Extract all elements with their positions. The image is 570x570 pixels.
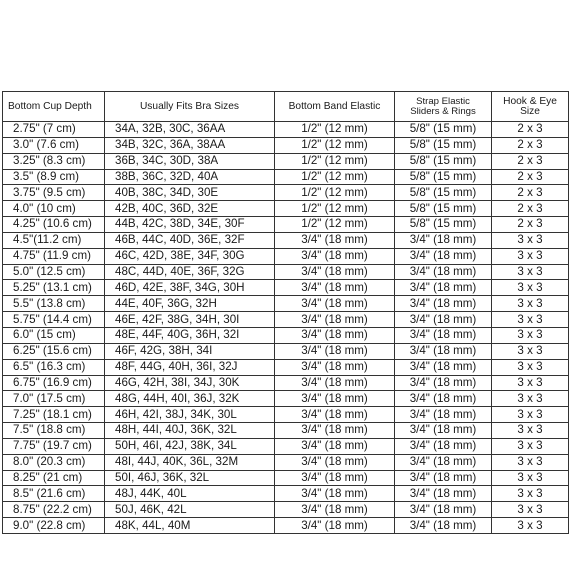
- cell-band-elastic: 3/4" (18 mm): [275, 438, 395, 454]
- header-row: [3, 92, 569, 122]
- table-row: [3, 169, 569, 185]
- cell-cup-depth: 8.25" (21 cm): [3, 470, 105, 486]
- cell-cup-depth: 6.0" (15 cm): [3, 327, 105, 343]
- table-row: [3, 327, 569, 343]
- cell-fits-sizes: 44B, 42C, 38D, 34E, 30F: [105, 217, 275, 233]
- cell-hook-eye: 3 x 3: [492, 438, 569, 454]
- table-row: [3, 312, 569, 328]
- cell-fits-sizes: 48H, 44I, 40J, 36K, 32L: [105, 423, 275, 439]
- cell-cup-depth: 4.5"(11.2 cm): [3, 232, 105, 248]
- cell-cup-depth: 8.0" (20.3 cm): [3, 454, 105, 470]
- table-body: [3, 122, 569, 534]
- table-row: [3, 518, 569, 534]
- table-row: [3, 423, 569, 439]
- cell-fits-sizes: 48F, 44G, 40H, 36I, 32J: [105, 359, 275, 375]
- cell-fits-sizes: 44E, 40F, 36G, 32H: [105, 296, 275, 312]
- table-row: [3, 470, 569, 486]
- cell-strap-elastic: 5/8" (15 mm): [395, 122, 492, 138]
- cell-strap-elastic: 3/4" (18 mm): [395, 375, 492, 391]
- cell-hook-eye: 3 x 3: [492, 518, 569, 534]
- table-row: [3, 232, 569, 248]
- cell-band-elastic: 1/2" (12 mm): [275, 169, 395, 185]
- cell-cup-depth: 4.0" (10 cm): [3, 201, 105, 217]
- header-band-elastic: Bottom Band Elastic: [275, 92, 395, 122]
- cell-cup-depth: 4.75" (11.9 cm): [3, 248, 105, 264]
- cell-fits-sizes: 46G, 42H, 38I, 34J, 30K: [105, 375, 275, 391]
- cell-band-elastic: 3/4" (18 mm): [275, 407, 395, 423]
- table-row: [3, 359, 569, 375]
- cell-hook-eye: 3 x 3: [492, 470, 569, 486]
- cell-fits-sizes: 46H, 42I, 38J, 34K, 30L: [105, 407, 275, 423]
- table-row: [3, 217, 569, 233]
- cell-cup-depth: 5.25" (13.1 cm): [3, 280, 105, 296]
- cell-cup-depth: 7.25" (18.1 cm): [3, 407, 105, 423]
- cell-strap-elastic: 3/4" (18 mm): [395, 359, 492, 375]
- cell-cup-depth: 7.75" (19.7 cm): [3, 438, 105, 454]
- cell-band-elastic: 3/4" (18 mm): [275, 343, 395, 359]
- cell-strap-elastic: 3/4" (18 mm): [395, 518, 492, 534]
- cell-fits-sizes: 42B, 40C, 36D, 32E: [105, 201, 275, 217]
- cell-band-elastic: 3/4" (18 mm): [275, 423, 395, 439]
- cell-band-elastic: 1/2" (12 mm): [275, 122, 395, 138]
- cell-band-elastic: 3/4" (18 mm): [275, 232, 395, 248]
- table-row: [3, 153, 569, 169]
- cell-strap-elastic: 3/4" (18 mm): [395, 454, 492, 470]
- cell-band-elastic: 3/4" (18 mm): [275, 280, 395, 296]
- cell-strap-elastic: 3/4" (18 mm): [395, 343, 492, 359]
- cell-hook-eye: 3 x 3: [492, 423, 569, 439]
- cell-band-elastic: 3/4" (18 mm): [275, 470, 395, 486]
- cell-strap-elastic: 5/8" (15 mm): [395, 169, 492, 185]
- cell-cup-depth: 3.0" (7.6 cm): [3, 137, 105, 153]
- cell-fits-sizes: 48E, 44F, 40G, 36H, 32I: [105, 327, 275, 343]
- cell-cup-depth: 3.25" (8.3 cm): [3, 153, 105, 169]
- header-strap-line1: Strap Elastic: [416, 95, 470, 107]
- cell-fits-sizes: 50J, 46K, 42L: [105, 502, 275, 518]
- cell-strap-elastic: 3/4" (18 mm): [395, 280, 492, 296]
- cell-cup-depth: 4.25" (10.6 cm): [3, 217, 105, 233]
- cell-strap-elastic: 5/8" (15 mm): [395, 153, 492, 169]
- table-row: [3, 502, 569, 518]
- cell-cup-depth: 7.5" (18.8 cm): [3, 423, 105, 439]
- cell-band-elastic: 3/4" (18 mm): [275, 359, 395, 375]
- cell-fits-sizes: 48C, 44D, 40E, 36F, 32G: [105, 264, 275, 280]
- bra-size-chart-table: [2, 91, 569, 534]
- cell-band-elastic: 3/4" (18 mm): [275, 327, 395, 343]
- table-row: [3, 486, 569, 502]
- cell-hook-eye: 3 x 3: [492, 391, 569, 407]
- cell-fits-sizes: 46E, 42F, 38G, 34H, 30I: [105, 312, 275, 328]
- cell-strap-elastic: 3/4" (18 mm): [395, 232, 492, 248]
- cell-strap-elastic: 3/4" (18 mm): [395, 486, 492, 502]
- cell-hook-eye: 3 x 3: [492, 502, 569, 518]
- cell-hook-eye: 3 x 3: [492, 280, 569, 296]
- table-row: [3, 407, 569, 423]
- table-row: [3, 201, 569, 217]
- cell-fits-sizes: 34B, 32C, 36A, 38AA: [105, 137, 275, 153]
- cell-strap-elastic: 3/4" (18 mm): [395, 407, 492, 423]
- cell-cup-depth: 3.75" (9.5 cm): [3, 185, 105, 201]
- cell-band-elastic: 3/4" (18 mm): [275, 518, 395, 534]
- cell-strap-elastic: 3/4" (18 mm): [395, 438, 492, 454]
- cell-cup-depth: 5.5" (13.8 cm): [3, 296, 105, 312]
- cell-strap-elastic: 3/4" (18 mm): [395, 502, 492, 518]
- cell-hook-eye: 3 x 3: [492, 454, 569, 470]
- cell-band-elastic: 1/2" (12 mm): [275, 185, 395, 201]
- table-row: [3, 375, 569, 391]
- cell-fits-sizes: 48G, 44H, 40I, 36J, 32K: [105, 391, 275, 407]
- cell-hook-eye: 3 x 3: [492, 248, 569, 264]
- cell-hook-eye: 3 x 3: [492, 486, 569, 502]
- cell-strap-elastic: 3/4" (18 mm): [395, 296, 492, 312]
- cell-hook-eye: 3 x 3: [492, 375, 569, 391]
- cell-cup-depth: 7.0" (17.5 cm): [3, 391, 105, 407]
- cell-strap-elastic: 3/4" (18 mm): [395, 391, 492, 407]
- cell-band-elastic: 3/4" (18 mm): [275, 375, 395, 391]
- table-row: [3, 391, 569, 407]
- table-row: [3, 264, 569, 280]
- cell-cup-depth: 3.5" (8.9 cm): [3, 169, 105, 185]
- cell-band-elastic: 3/4" (18 mm): [275, 248, 395, 264]
- table-row: [3, 137, 569, 153]
- cell-strap-elastic: 3/4" (18 mm): [395, 248, 492, 264]
- cell-strap-elastic: 3/4" (18 mm): [395, 423, 492, 439]
- cell-band-elastic: 1/2" (12 mm): [275, 217, 395, 233]
- header-strap-elastic: [395, 92, 492, 122]
- cell-hook-eye: 2 x 3: [492, 137, 569, 153]
- cell-band-elastic: 3/4" (18 mm): [275, 454, 395, 470]
- cell-cup-depth: 2.75" (7 cm): [3, 122, 105, 138]
- table-row: [3, 454, 569, 470]
- cell-cup-depth: 9.0" (22.8 cm): [3, 518, 105, 534]
- cell-fits-sizes: 40B, 38C, 34D, 30E: [105, 185, 275, 201]
- cell-band-elastic: 3/4" (18 mm): [275, 296, 395, 312]
- cell-hook-eye: 2 x 3: [492, 217, 569, 233]
- cell-fits-sizes: 38B, 36C, 32D, 40A: [105, 169, 275, 185]
- cell-band-elastic: 3/4" (18 mm): [275, 502, 395, 518]
- cell-strap-elastic: 3/4" (18 mm): [395, 327, 492, 343]
- cell-fits-sizes: 46F, 42G, 38H, 34I: [105, 343, 275, 359]
- cell-cup-depth: 5.0" (12.5 cm): [3, 264, 105, 280]
- table-row: [3, 280, 569, 296]
- cell-strap-elastic: 5/8" (15 mm): [395, 201, 492, 217]
- cell-band-elastic: 1/2" (12 mm): [275, 137, 395, 153]
- cell-hook-eye: 2 x 3: [492, 201, 569, 217]
- table-row: [3, 438, 569, 454]
- cell-fits-sizes: 46C, 42D, 38E, 34F, 30G: [105, 248, 275, 264]
- table-row: [3, 343, 569, 359]
- table-row: [3, 248, 569, 264]
- cell-fits-sizes: 48I, 44J, 40K, 36L, 32M: [105, 454, 275, 470]
- cell-hook-eye: 3 x 3: [492, 343, 569, 359]
- cell-fits-sizes: 48K, 44L, 40M: [105, 518, 275, 534]
- cell-band-elastic: 1/2" (12 mm): [275, 201, 395, 217]
- cell-band-elastic: 3/4" (18 mm): [275, 264, 395, 280]
- cell-fits-sizes: 34A, 32B, 30C, 36AA: [105, 122, 275, 138]
- cell-hook-eye: 2 x 3: [492, 122, 569, 138]
- header-fits-sizes: Usually Fits Bra Sizes: [105, 92, 275, 122]
- table-row: [3, 185, 569, 201]
- cell-strap-elastic: 5/8" (15 mm): [395, 137, 492, 153]
- cell-fits-sizes: 48J, 44K, 40L: [105, 486, 275, 502]
- cell-hook-eye: 3 x 3: [492, 232, 569, 248]
- cell-cup-depth: 8.5" (21.6 cm): [3, 486, 105, 502]
- cell-band-elastic: 3/4" (18 mm): [275, 391, 395, 407]
- cell-cup-depth: 5.75" (14.4 cm): [3, 312, 105, 328]
- cell-strap-elastic: 3/4" (18 mm): [395, 470, 492, 486]
- cell-fits-sizes: 50H, 46I, 42J, 38K, 34L: [105, 438, 275, 454]
- cell-fits-sizes: 46B, 44C, 40D, 36E, 32F: [105, 232, 275, 248]
- cell-hook-eye: 3 x 3: [492, 312, 569, 328]
- cell-band-elastic: 3/4" (18 mm): [275, 486, 395, 502]
- cell-hook-eye: 3 x 3: [492, 296, 569, 312]
- header-cup-depth: Bottom Cup Depth: [3, 92, 105, 122]
- cell-hook-eye: 2 x 3: [492, 185, 569, 201]
- cell-hook-eye: 2 x 3: [492, 153, 569, 169]
- cell-fits-sizes: 46D, 42E, 38F, 34G, 30H: [105, 280, 275, 296]
- header-hook-eye: Hook & Eye Size: [492, 92, 569, 122]
- cell-hook-eye: 3 x 3: [492, 407, 569, 423]
- cell-strap-elastic: 5/8" (15 mm): [395, 217, 492, 233]
- cell-cup-depth: 6.75" (16.9 cm): [3, 375, 105, 391]
- cell-strap-elastic: 3/4" (18 mm): [395, 312, 492, 328]
- table-row: [3, 296, 569, 312]
- cell-strap-elastic: 3/4" (18 mm): [395, 264, 492, 280]
- table-header: [3, 92, 569, 122]
- cell-strap-elastic: 5/8" (15 mm): [395, 185, 492, 201]
- cell-hook-eye: 2 x 3: [492, 169, 569, 185]
- size-chart-container: [2, 91, 568, 534]
- cell-fits-sizes: 50I, 46J, 36K, 32L: [105, 470, 275, 486]
- cell-hook-eye: 3 x 3: [492, 359, 569, 375]
- table-row: [3, 122, 569, 138]
- cell-band-elastic: 3/4" (18 mm): [275, 312, 395, 328]
- cell-cup-depth: 6.5" (16.3 cm): [3, 359, 105, 375]
- cell-hook-eye: 3 x 3: [492, 264, 569, 280]
- cell-cup-depth: 6.25" (15.6 cm): [3, 343, 105, 359]
- header-strap-line2: Sliders & Rings: [410, 105, 476, 117]
- cell-fits-sizes: 36B, 34C, 30D, 38A: [105, 153, 275, 169]
- cell-band-elastic: 1/2" (12 mm): [275, 153, 395, 169]
- cell-cup-depth: 8.75" (22.2 cm): [3, 502, 105, 518]
- cell-hook-eye: 3 x 3: [492, 327, 569, 343]
